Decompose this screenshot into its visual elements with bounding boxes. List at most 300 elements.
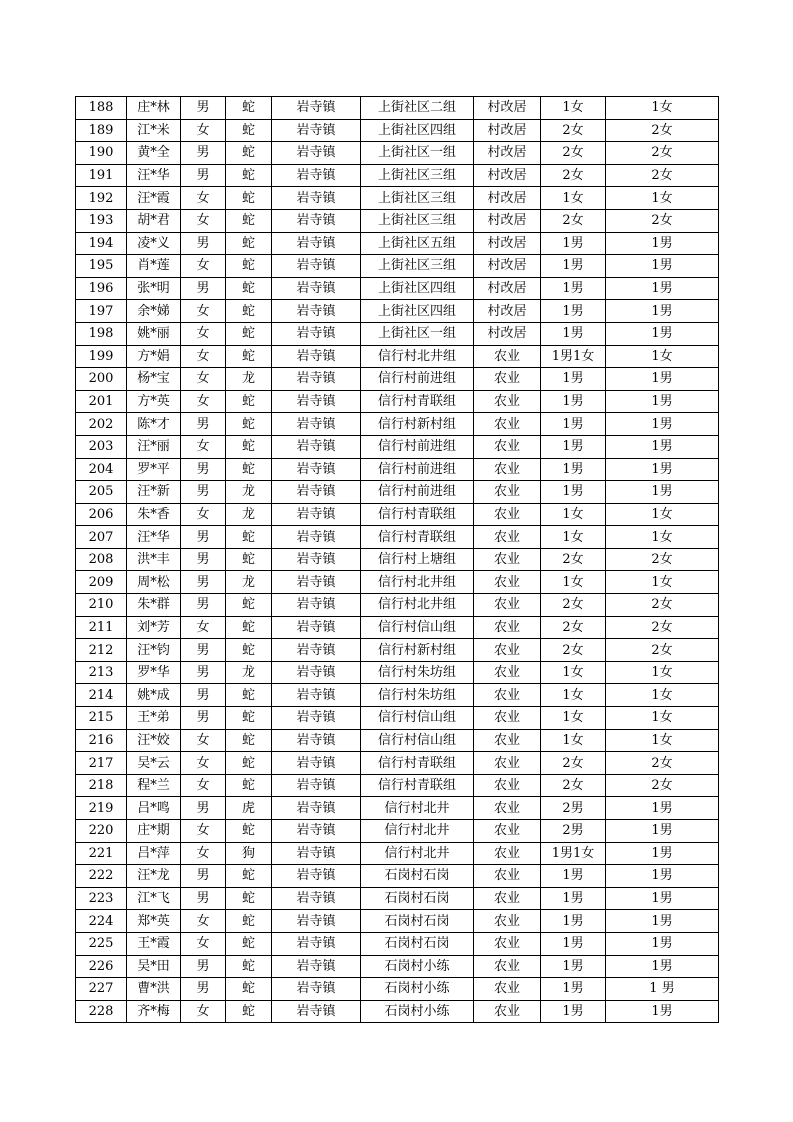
current-children-cell: 1男 bbox=[606, 390, 719, 413]
town-cell: 岩寺镇 bbox=[272, 187, 361, 210]
table-row bbox=[76, 820, 719, 843]
current-children-cell: 1女 bbox=[606, 187, 719, 210]
gender-cell: 女 bbox=[181, 255, 226, 278]
table-row bbox=[76, 548, 719, 571]
village-group-cell: 上街社区四组 bbox=[361, 300, 474, 323]
household-type-cell: 农业 bbox=[474, 548, 541, 571]
row-number: 221 bbox=[76, 842, 127, 865]
row-number: 205 bbox=[76, 481, 127, 504]
table-row bbox=[76, 752, 719, 775]
gender-cell: 女 bbox=[181, 842, 226, 865]
current-children-cell: 2女 bbox=[606, 752, 719, 775]
name-cell: 朱*群 bbox=[127, 594, 181, 617]
household-type-cell: 农业 bbox=[474, 345, 541, 368]
name-cell: 汪*龙 bbox=[127, 865, 181, 888]
town-cell: 岩寺镇 bbox=[272, 978, 361, 1001]
table-row bbox=[76, 255, 719, 278]
current-children-cell: 1女 bbox=[606, 707, 719, 730]
table-row bbox=[76, 887, 719, 910]
zodiac-cell: 蛇 bbox=[226, 978, 272, 1001]
household-type-cell: 农业 bbox=[474, 729, 541, 752]
village-group-cell: 信行村前进组 bbox=[361, 368, 474, 391]
village-group-cell: 上街社区三组 bbox=[361, 187, 474, 210]
name-cell: 张*明 bbox=[127, 277, 181, 300]
name-cell: 汪*华 bbox=[127, 164, 181, 187]
zodiac-cell: 蛇 bbox=[226, 774, 272, 797]
name-cell: 江*飞 bbox=[127, 887, 181, 910]
row-number: 189 bbox=[76, 119, 127, 142]
household-type-cell: 农业 bbox=[474, 435, 541, 458]
town-cell: 岩寺镇 bbox=[272, 661, 361, 684]
current-children-cell: 2女 bbox=[606, 209, 719, 232]
village-group-cell: 上街社区四组 bbox=[361, 277, 474, 300]
gender-cell: 女 bbox=[181, 932, 226, 955]
current-children-cell: 1女 bbox=[606, 571, 719, 594]
gender-cell: 男 bbox=[181, 164, 226, 187]
town-cell: 岩寺镇 bbox=[272, 865, 361, 888]
zodiac-cell: 蛇 bbox=[226, 932, 272, 955]
village-group-cell: 信行村朱坊组 bbox=[361, 661, 474, 684]
town-cell: 岩寺镇 bbox=[272, 639, 361, 662]
current-children-cell: 1女 bbox=[606, 345, 719, 368]
zodiac-cell: 蛇 bbox=[226, 594, 272, 617]
town-cell: 岩寺镇 bbox=[272, 97, 361, 120]
household-type-cell: 农业 bbox=[474, 571, 541, 594]
table-row bbox=[76, 594, 719, 617]
village-group-cell: 信行村北井组 bbox=[361, 345, 474, 368]
zodiac-cell: 蛇 bbox=[226, 435, 272, 458]
household-type-cell: 农业 bbox=[474, 752, 541, 775]
table-row bbox=[76, 526, 719, 549]
current-children-cell: 2女 bbox=[606, 616, 719, 639]
village-group-cell: 信行村前进组 bbox=[361, 435, 474, 458]
current-children-cell: 1女 bbox=[606, 729, 719, 752]
current-children-cell: 1女 bbox=[606, 661, 719, 684]
row-number: 204 bbox=[76, 458, 127, 481]
household-type-cell: 农业 bbox=[474, 526, 541, 549]
town-cell: 岩寺镇 bbox=[272, 390, 361, 413]
town-cell: 岩寺镇 bbox=[272, 842, 361, 865]
row-number: 225 bbox=[76, 932, 127, 955]
current-children-cell: 2女 bbox=[606, 639, 719, 662]
gender-cell: 女 bbox=[181, 322, 226, 345]
children-cell: 1男 bbox=[541, 413, 606, 436]
gender-cell: 男 bbox=[181, 978, 226, 1001]
children-cell: 1男 bbox=[541, 932, 606, 955]
gender-cell: 女 bbox=[181, 820, 226, 843]
gender-cell: 女 bbox=[181, 1000, 226, 1023]
household-type-cell: 农业 bbox=[474, 820, 541, 843]
name-cell: 方*英 bbox=[127, 390, 181, 413]
children-cell: 1男1女 bbox=[541, 842, 606, 865]
village-group-cell: 上街社区二组 bbox=[361, 97, 474, 120]
zodiac-cell: 蛇 bbox=[226, 526, 272, 549]
village-group-cell: 信行村北井 bbox=[361, 797, 474, 820]
gender-cell: 男 bbox=[181, 887, 226, 910]
gender-cell: 男 bbox=[181, 142, 226, 165]
gender-cell: 女 bbox=[181, 752, 226, 775]
village-group-cell: 石岗村石岗 bbox=[361, 865, 474, 888]
table-row bbox=[76, 684, 719, 707]
village-group-cell: 石岗村小练 bbox=[361, 978, 474, 1001]
current-children-cell: 1男 bbox=[606, 887, 719, 910]
gender-cell: 女 bbox=[181, 435, 226, 458]
table-row bbox=[76, 729, 719, 752]
zodiac-cell: 蛇 bbox=[226, 729, 272, 752]
household-type-cell: 农业 bbox=[474, 707, 541, 730]
name-cell: 王*弟 bbox=[127, 707, 181, 730]
town-cell: 岩寺镇 bbox=[272, 209, 361, 232]
children-cell: 1男 bbox=[541, 865, 606, 888]
village-group-cell: 上街社区一组 bbox=[361, 322, 474, 345]
gender-cell: 女 bbox=[181, 910, 226, 933]
gender-cell: 男 bbox=[181, 955, 226, 978]
household-type-cell: 农业 bbox=[474, 616, 541, 639]
current-children-cell: 1男 bbox=[606, 435, 719, 458]
row-number: 207 bbox=[76, 526, 127, 549]
children-cell: 2女 bbox=[541, 142, 606, 165]
town-cell: 岩寺镇 bbox=[272, 707, 361, 730]
name-cell: 庄*林 bbox=[127, 97, 181, 120]
current-children-cell: 1男 bbox=[606, 910, 719, 933]
gender-cell: 男 bbox=[181, 413, 226, 436]
name-cell: 姚*成 bbox=[127, 684, 181, 707]
row-number: 219 bbox=[76, 797, 127, 820]
town-cell: 岩寺镇 bbox=[272, 164, 361, 187]
village-group-cell: 石岗村石岗 bbox=[361, 932, 474, 955]
table-row bbox=[76, 232, 719, 255]
town-cell: 岩寺镇 bbox=[272, 142, 361, 165]
children-cell: 2女 bbox=[541, 594, 606, 617]
household-type-cell: 农业 bbox=[474, 684, 541, 707]
name-cell: 朱*香 bbox=[127, 503, 181, 526]
town-cell: 岩寺镇 bbox=[272, 277, 361, 300]
gender-cell: 男 bbox=[181, 639, 226, 662]
town-cell: 岩寺镇 bbox=[272, 616, 361, 639]
children-cell: 2男 bbox=[541, 797, 606, 820]
children-cell: 1男 bbox=[541, 322, 606, 345]
table-row bbox=[76, 774, 719, 797]
village-group-cell: 信行村信山组 bbox=[361, 729, 474, 752]
gender-cell: 男 bbox=[181, 458, 226, 481]
row-number: 227 bbox=[76, 978, 127, 1001]
children-cell: 2女 bbox=[541, 209, 606, 232]
zodiac-cell: 蛇 bbox=[226, 820, 272, 843]
zodiac-cell: 蛇 bbox=[226, 548, 272, 571]
name-cell: 胡*君 bbox=[127, 209, 181, 232]
village-group-cell: 上街社区三组 bbox=[361, 164, 474, 187]
zodiac-cell: 龙 bbox=[226, 571, 272, 594]
zodiac-cell: 蛇 bbox=[226, 955, 272, 978]
record-table-body bbox=[76, 97, 719, 1023]
row-number: 196 bbox=[76, 277, 127, 300]
zodiac-cell: 蛇 bbox=[226, 345, 272, 368]
row-number: 216 bbox=[76, 729, 127, 752]
table-row bbox=[76, 797, 719, 820]
name-cell: 方*娟 bbox=[127, 345, 181, 368]
town-cell: 岩寺镇 bbox=[272, 503, 361, 526]
village-group-cell: 信行村青联组 bbox=[361, 752, 474, 775]
zodiac-cell: 龙 bbox=[226, 481, 272, 504]
zodiac-cell: 蛇 bbox=[226, 232, 272, 255]
table-row bbox=[76, 142, 719, 165]
household-type-cell: 农业 bbox=[474, 481, 541, 504]
zodiac-cell: 龙 bbox=[226, 503, 272, 526]
zodiac-cell: 蛇 bbox=[226, 413, 272, 436]
current-children-cell: 2女 bbox=[606, 548, 719, 571]
town-cell: 岩寺镇 bbox=[272, 300, 361, 323]
name-cell: 吴*田 bbox=[127, 955, 181, 978]
village-group-cell: 信行村北井 bbox=[361, 820, 474, 843]
village-group-cell: 信行村朱坊组 bbox=[361, 684, 474, 707]
zodiac-cell: 蛇 bbox=[226, 616, 272, 639]
row-number: 224 bbox=[76, 910, 127, 933]
village-group-cell: 信行村前进组 bbox=[361, 481, 474, 504]
row-number: 206 bbox=[76, 503, 127, 526]
children-cell: 1男 bbox=[541, 300, 606, 323]
town-cell: 岩寺镇 bbox=[272, 594, 361, 617]
household-type-cell: 农业 bbox=[474, 865, 541, 888]
table-row bbox=[76, 322, 719, 345]
row-number: 226 bbox=[76, 955, 127, 978]
children-cell: 1男 bbox=[541, 978, 606, 1001]
current-children-cell: 1男 bbox=[606, 842, 719, 865]
town-cell: 岩寺镇 bbox=[272, 345, 361, 368]
name-cell: 汪*新 bbox=[127, 481, 181, 504]
zodiac-cell: 蛇 bbox=[226, 300, 272, 323]
children-cell: 1女 bbox=[541, 707, 606, 730]
name-cell: 余*娣 bbox=[127, 300, 181, 323]
table-row bbox=[76, 435, 719, 458]
household-type-cell: 村改居 bbox=[474, 300, 541, 323]
town-cell: 岩寺镇 bbox=[272, 729, 361, 752]
zodiac-cell: 蛇 bbox=[226, 209, 272, 232]
current-children-cell: 2女 bbox=[606, 142, 719, 165]
zodiac-cell: 蛇 bbox=[226, 390, 272, 413]
name-cell: 周*松 bbox=[127, 571, 181, 594]
table-row bbox=[76, 978, 719, 1001]
current-children-cell: 2女 bbox=[606, 119, 719, 142]
children-cell: 1男 bbox=[541, 481, 606, 504]
current-children-cell: 2女 bbox=[606, 164, 719, 187]
town-cell: 岩寺镇 bbox=[272, 458, 361, 481]
table-row bbox=[76, 97, 719, 120]
table-row bbox=[76, 413, 719, 436]
name-cell: 汪*丽 bbox=[127, 435, 181, 458]
children-cell: 1男1女 bbox=[541, 345, 606, 368]
current-children-cell: 1男 bbox=[606, 413, 719, 436]
village-group-cell: 上街社区三组 bbox=[361, 255, 474, 278]
children-cell: 1男 bbox=[541, 368, 606, 391]
village-group-cell: 信行村青联组 bbox=[361, 526, 474, 549]
name-cell: 陈*才 bbox=[127, 413, 181, 436]
zodiac-cell: 蛇 bbox=[226, 684, 272, 707]
household-type-cell: 农业 bbox=[474, 774, 541, 797]
row-number: 195 bbox=[76, 255, 127, 278]
household-type-cell: 村改居 bbox=[474, 164, 541, 187]
row-number: 192 bbox=[76, 187, 127, 210]
row-number: 193 bbox=[76, 209, 127, 232]
current-children-cell: 1男 bbox=[606, 458, 719, 481]
row-number: 211 bbox=[76, 616, 127, 639]
zodiac-cell: 蛇 bbox=[226, 255, 272, 278]
zodiac-cell: 狗 bbox=[226, 842, 272, 865]
town-cell: 岩寺镇 bbox=[272, 797, 361, 820]
row-number: 201 bbox=[76, 390, 127, 413]
village-group-cell: 石岗村石岗 bbox=[361, 887, 474, 910]
children-cell: 1男 bbox=[541, 255, 606, 278]
current-children-cell: 1女 bbox=[606, 684, 719, 707]
row-number: 194 bbox=[76, 232, 127, 255]
household-type-cell: 农业 bbox=[474, 910, 541, 933]
gender-cell: 女 bbox=[181, 503, 226, 526]
children-cell: 2女 bbox=[541, 639, 606, 662]
name-cell: 吴*云 bbox=[127, 752, 181, 775]
gender-cell: 女 bbox=[181, 119, 226, 142]
town-cell: 岩寺镇 bbox=[272, 368, 361, 391]
town-cell: 岩寺镇 bbox=[272, 684, 361, 707]
name-cell: 姚*丽 bbox=[127, 322, 181, 345]
row-number: 217 bbox=[76, 752, 127, 775]
zodiac-cell: 蛇 bbox=[226, 887, 272, 910]
name-cell: 吕*鸣 bbox=[127, 797, 181, 820]
gender-cell: 男 bbox=[181, 97, 226, 120]
row-number: 203 bbox=[76, 435, 127, 458]
household-type-cell: 村改居 bbox=[474, 119, 541, 142]
row-number: 209 bbox=[76, 571, 127, 594]
row-number: 202 bbox=[76, 413, 127, 436]
town-cell: 岩寺镇 bbox=[272, 752, 361, 775]
town-cell: 岩寺镇 bbox=[272, 232, 361, 255]
name-cell: 郑*英 bbox=[127, 910, 181, 933]
gender-cell: 男 bbox=[181, 277, 226, 300]
household-type-cell: 农业 bbox=[474, 390, 541, 413]
household-type-cell: 村改居 bbox=[474, 322, 541, 345]
gender-cell: 女 bbox=[181, 345, 226, 368]
town-cell: 岩寺镇 bbox=[272, 932, 361, 955]
gender-cell: 男 bbox=[181, 232, 226, 255]
name-cell: 肖*莲 bbox=[127, 255, 181, 278]
name-cell: 洪*丰 bbox=[127, 548, 181, 571]
children-cell: 2男 bbox=[541, 820, 606, 843]
row-number: 215 bbox=[76, 707, 127, 730]
town-cell: 岩寺镇 bbox=[272, 413, 361, 436]
table-row bbox=[76, 187, 719, 210]
village-group-cell: 石岗村石岗 bbox=[361, 910, 474, 933]
row-number: 220 bbox=[76, 820, 127, 843]
village-group-cell: 信行村新村组 bbox=[361, 413, 474, 436]
name-cell: 曹*洪 bbox=[127, 978, 181, 1001]
town-cell: 岩寺镇 bbox=[272, 255, 361, 278]
table-row bbox=[76, 503, 719, 526]
household-type-cell: 农业 bbox=[474, 458, 541, 481]
name-cell: 庄*期 bbox=[127, 820, 181, 843]
current-children-cell: 1男 bbox=[606, 255, 719, 278]
current-children-cell: 1男 bbox=[606, 300, 719, 323]
row-number: 190 bbox=[76, 142, 127, 165]
table-row bbox=[76, 481, 719, 504]
household-type-cell: 农业 bbox=[474, 978, 541, 1001]
children-cell: 1男 bbox=[541, 390, 606, 413]
current-children-cell: 2女 bbox=[606, 594, 719, 617]
village-group-cell: 信行村上塘组 bbox=[361, 548, 474, 571]
current-children-cell: 1男 bbox=[606, 481, 719, 504]
gender-cell: 女 bbox=[181, 368, 226, 391]
children-cell: 2女 bbox=[541, 616, 606, 639]
household-type-cell: 农业 bbox=[474, 503, 541, 526]
zodiac-cell: 蛇 bbox=[226, 164, 272, 187]
table-row bbox=[76, 865, 719, 888]
village-group-cell: 信行村前进组 bbox=[361, 458, 474, 481]
row-number: 198 bbox=[76, 322, 127, 345]
village-group-cell: 信行村青联组 bbox=[361, 503, 474, 526]
name-cell: 吕*萍 bbox=[127, 842, 181, 865]
town-cell: 岩寺镇 bbox=[272, 774, 361, 797]
zodiac-cell: 蛇 bbox=[226, 707, 272, 730]
village-group-cell: 信行村青联组 bbox=[361, 390, 474, 413]
town-cell: 岩寺镇 bbox=[272, 481, 361, 504]
village-group-cell: 上街社区一组 bbox=[361, 142, 474, 165]
row-number: 197 bbox=[76, 300, 127, 323]
row-number: 222 bbox=[76, 865, 127, 888]
current-children-cell: 1男 bbox=[606, 322, 719, 345]
village-group-cell: 信行村新村组 bbox=[361, 639, 474, 662]
household-type-cell: 农业 bbox=[474, 887, 541, 910]
name-cell: 汪*钧 bbox=[127, 639, 181, 662]
gender-cell: 女 bbox=[181, 616, 226, 639]
row-number: 214 bbox=[76, 684, 127, 707]
name-cell: 罗*平 bbox=[127, 458, 181, 481]
gender-cell: 女 bbox=[181, 774, 226, 797]
table-row bbox=[76, 571, 719, 594]
current-children-cell: 1男 bbox=[606, 797, 719, 820]
row-number: 208 bbox=[76, 548, 127, 571]
village-group-cell: 信行村北井组 bbox=[361, 571, 474, 594]
children-cell: 1男 bbox=[541, 1000, 606, 1023]
children-cell: 2女 bbox=[541, 774, 606, 797]
table-row bbox=[76, 842, 719, 865]
name-cell: 罗*华 bbox=[127, 661, 181, 684]
current-children-cell: 1男 bbox=[606, 932, 719, 955]
table-row bbox=[76, 932, 719, 955]
zodiac-cell: 龙 bbox=[226, 368, 272, 391]
table-row bbox=[76, 639, 719, 662]
children-cell: 1男 bbox=[541, 277, 606, 300]
table-row bbox=[76, 661, 719, 684]
current-children-cell: 1男 bbox=[606, 368, 719, 391]
table-row bbox=[76, 209, 719, 232]
children-cell: 1女 bbox=[541, 571, 606, 594]
children-cell: 1女 bbox=[541, 503, 606, 526]
row-number: 200 bbox=[76, 368, 127, 391]
name-cell: 汪*华 bbox=[127, 526, 181, 549]
children-cell: 1男 bbox=[541, 232, 606, 255]
town-cell: 岩寺镇 bbox=[272, 571, 361, 594]
table-row bbox=[76, 164, 719, 187]
table-row bbox=[76, 955, 719, 978]
town-cell: 岩寺镇 bbox=[272, 322, 361, 345]
name-cell: 江*米 bbox=[127, 119, 181, 142]
current-children-cell: 1男 bbox=[606, 820, 719, 843]
village-group-cell: 信行村信山组 bbox=[361, 616, 474, 639]
village-group-cell: 上街社区五组 bbox=[361, 232, 474, 255]
row-number: 199 bbox=[76, 345, 127, 368]
gender-cell: 女 bbox=[181, 187, 226, 210]
table-row bbox=[76, 368, 719, 391]
gender-cell: 男 bbox=[181, 661, 226, 684]
gender-cell: 男 bbox=[181, 571, 226, 594]
children-cell: 2女 bbox=[541, 548, 606, 571]
